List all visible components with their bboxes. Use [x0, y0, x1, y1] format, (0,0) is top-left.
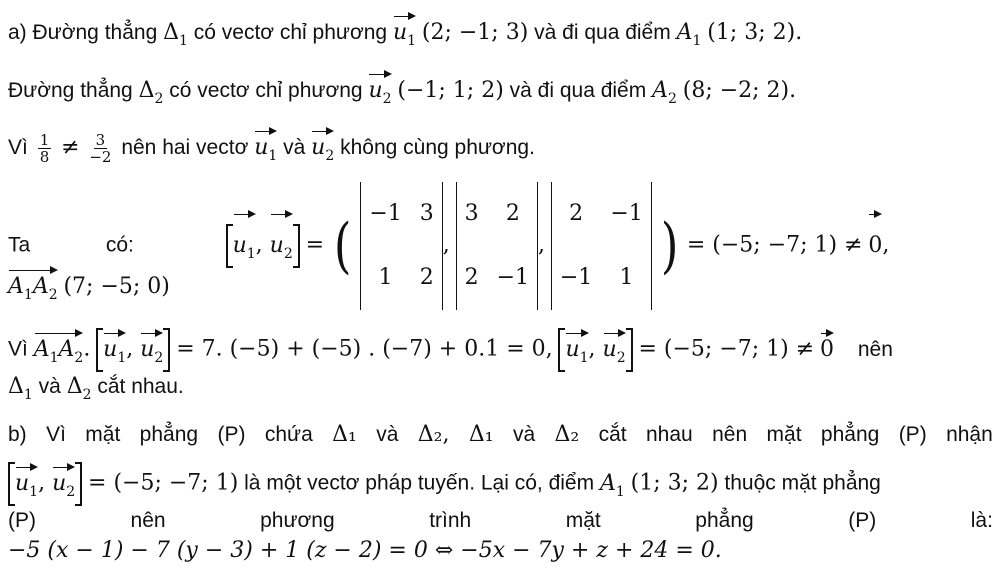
normal-vector: = (−5; −7; 1) — [88, 470, 239, 496]
vector-u1: $u_1$ — [254, 127, 277, 165]
text: và đi qua điểm — [509, 79, 647, 102]
part-a-line-6: Vì $A_1A_2$. $u_1$, $u_2 = 7$. (−5) + (−5) . (−7) + 0.1 = 0, $u_1$, $u_2 = (-5$; −7; 1) ≠ 0 nên — [8, 328, 893, 372]
point-A1: $A_1$ — [676, 20, 702, 49]
vector-u1: $u_1$ — [565, 329, 588, 367]
zero-vector: 0 — [820, 329, 834, 365]
delta-2: $\Delta_2$ — [138, 78, 164, 107]
bracket-left — [558, 328, 565, 372]
part-a-line-1 — [8, 12, 802, 50]
paren-left: ( — [333, 211, 352, 281]
vector-u1: $u_1$ — [103, 329, 126, 367]
text: Vì — [8, 136, 28, 159]
A1-coords: (1; 3; 2) — [630, 470, 719, 496]
text: cắt nhau. — [97, 375, 184, 398]
part-b-line-2: $u_1$, $u_2 = (-5$; −7; 1) là một vectơ pháp tuyến. Lại có, điểm $A_1$ (1; 3; 2) thuộc mặt phẳng — [8, 462, 881, 506]
part-b-line-3: (P) nên phương trình mặt phẳng (P) là: — [8, 509, 993, 532]
text: có vectơ chỉ phương — [169, 79, 363, 102]
text: không cùng phương. — [340, 136, 535, 159]
cross-result: = (−5; −7; 1) ≠ — [638, 336, 815, 362]
vector-A1A2: $A_1A_2$ — [8, 266, 58, 304]
text: có vectơ chỉ phương — [193, 21, 388, 44]
bracket-left — [96, 328, 103, 372]
point-A2: $A_2$ — [652, 78, 677, 107]
text: a) Đường thẳng — [8, 21, 158, 44]
part-a-line-2 — [8, 70, 796, 108]
u2-coords: (−1; 1; 2) — [397, 78, 504, 103]
vector-u2: $u_2$ — [140, 329, 163, 367]
vector-u1: $u_1$ — [233, 210, 256, 278]
vector-A1A2: $A_1A_2$ — [34, 329, 84, 367]
text: và đi qua điểm — [534, 21, 671, 44]
bracket-right — [163, 328, 170, 372]
paren-right: ) — [660, 211, 679, 281]
delta-2: $\Delta_2$ — [66, 374, 92, 403]
zero-vector: 0 — [868, 210, 882, 276]
fraction-1: $\frac{1}{8}$ — [39, 130, 50, 166]
part-a-line-3 — [8, 127, 535, 165]
bracket-left — [8, 462, 15, 506]
vector-u1: $u_1$ — [15, 463, 38, 501]
bracket-left — [226, 224, 233, 268]
part-b-line-1: b) Vì mặt phẳng (P) chứa Δ₁ và Δ₂, Δ₁ và Δ₂ cắt nhau nên mặt phẳng (P) nhận — [8, 422, 993, 447]
vector-u1: $u_1$ — [393, 12, 416, 50]
text: là một vectơ pháp tuyến. Lại có, điểm — [244, 471, 595, 495]
text: có: — [105, 233, 134, 257]
dot-product: = 7. (−5) + (−5) . (−7) + 0.1 = 0, — [176, 336, 553, 362]
text: và — [283, 136, 306, 159]
u1-coords: (2; −1; 3) — [421, 20, 529, 45]
text: nên hai vectơ — [121, 136, 249, 159]
A2-coords: (8; −2; 2). — [682, 78, 797, 103]
equation: −5 (x − 1) − 7 (y − 3) + 1 (z − 2) = 0 ⇔ −5x − 7y + z + 24 = 0. — [8, 538, 722, 563]
delta-1: $\Delta_1$ — [163, 20, 188, 49]
cross-result: = (−5; −7; 1) ≠ — [686, 232, 863, 258]
text: và — [38, 375, 61, 398]
part-a-line-7 — [8, 372, 184, 404]
fraction-2: $\frac{3}{-2}$ — [89, 130, 112, 166]
neq-sign: ≠ — [61, 135, 80, 160]
vector-u2: $u_2$ — [311, 127, 334, 165]
bracket-right — [626, 328, 633, 372]
bracket-right — [293, 224, 300, 268]
part-a-line-5 — [8, 266, 170, 304]
text: nên — [857, 337, 893, 361]
determinant-2: 3 2 2 −1 — [456, 182, 538, 310]
plane-equation — [8, 536, 722, 566]
text: thuộc mặt phẳng — [724, 471, 881, 495]
A1-coords: (1; 3; 2). — [707, 20, 803, 45]
vector-u2: $u_2$ — [52, 463, 75, 501]
vector-u2: $u_2$ — [270, 210, 293, 278]
delta-1: $\Delta_1$ — [8, 374, 33, 403]
vector-u2: $u_2$ — [603, 329, 626, 367]
text: Đường thẳng — [8, 79, 133, 102]
A1A2-coords: (7; −5; 0) — [63, 274, 170, 299]
text: Ta — [8, 233, 31, 257]
bracket-right — [75, 462, 82, 506]
text: Vì — [8, 337, 28, 361]
part-a-line-4: Ta có: $u_1$, $u_2$ = ( −1 3 1 2 , 3 2 2 −1 , 2 −1 −1 1 ) = (−5; −7; 1) ≠ 0, — [8, 182, 889, 310]
vector-u2: $u_2$ — [368, 70, 391, 108]
point-A1: $A_1$ — [599, 470, 625, 500]
determinant-1: −1 3 1 2 — [360, 182, 442, 310]
determinant-3: 2 −1 −1 1 — [551, 182, 652, 310]
